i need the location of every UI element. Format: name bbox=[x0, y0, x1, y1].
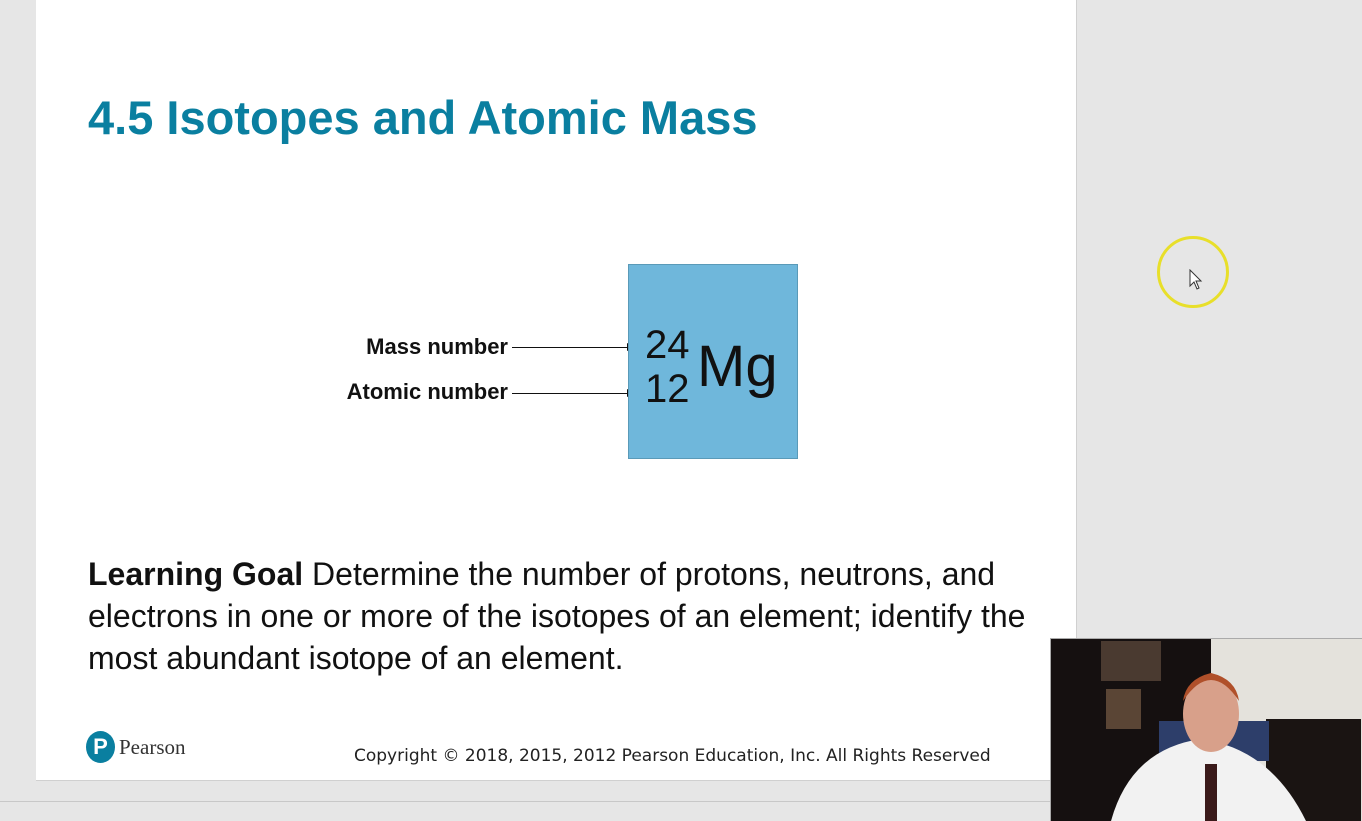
webcam-video bbox=[1050, 638, 1362, 821]
divider bbox=[0, 801, 1050, 802]
mass-arrow bbox=[512, 347, 634, 348]
pearson-logo-text: Pearson bbox=[119, 734, 186, 759]
mass-number: 24 bbox=[645, 323, 690, 367]
atomic-number: 12 bbox=[645, 367, 690, 411]
learning-goal-label: Learning Goal bbox=[88, 556, 304, 592]
pearson-p-icon: P bbox=[86, 731, 115, 763]
element-symbol: Mg bbox=[697, 334, 778, 399]
pearson-logo bbox=[86, 731, 186, 763]
slide bbox=[36, 0, 1077, 781]
mass-number-label: Mass number bbox=[366, 334, 508, 359]
atomic-arrow bbox=[512, 393, 634, 394]
element-box bbox=[628, 264, 798, 459]
cursor-highlight-icon bbox=[1157, 236, 1229, 308]
mouse-cursor-icon bbox=[1189, 269, 1205, 291]
slide-title: 4.5 Isotopes and Atomic Mass bbox=[88, 91, 758, 144]
copyright: Copyright © 2018, 2015, 2012 Pearson Education, Inc. All Rights Reserved bbox=[354, 746, 991, 766]
learning-goal-text: Determine the number of protons, neutrons, and electrons in one or more of the isotopes of an element; identify the most abundant isotope of an element. bbox=[88, 556, 1026, 676]
presenter-video-icon bbox=[1051, 639, 1362, 821]
atomic-number-label: Atomic number bbox=[346, 379, 508, 404]
learning-goal bbox=[88, 553, 1028, 679]
